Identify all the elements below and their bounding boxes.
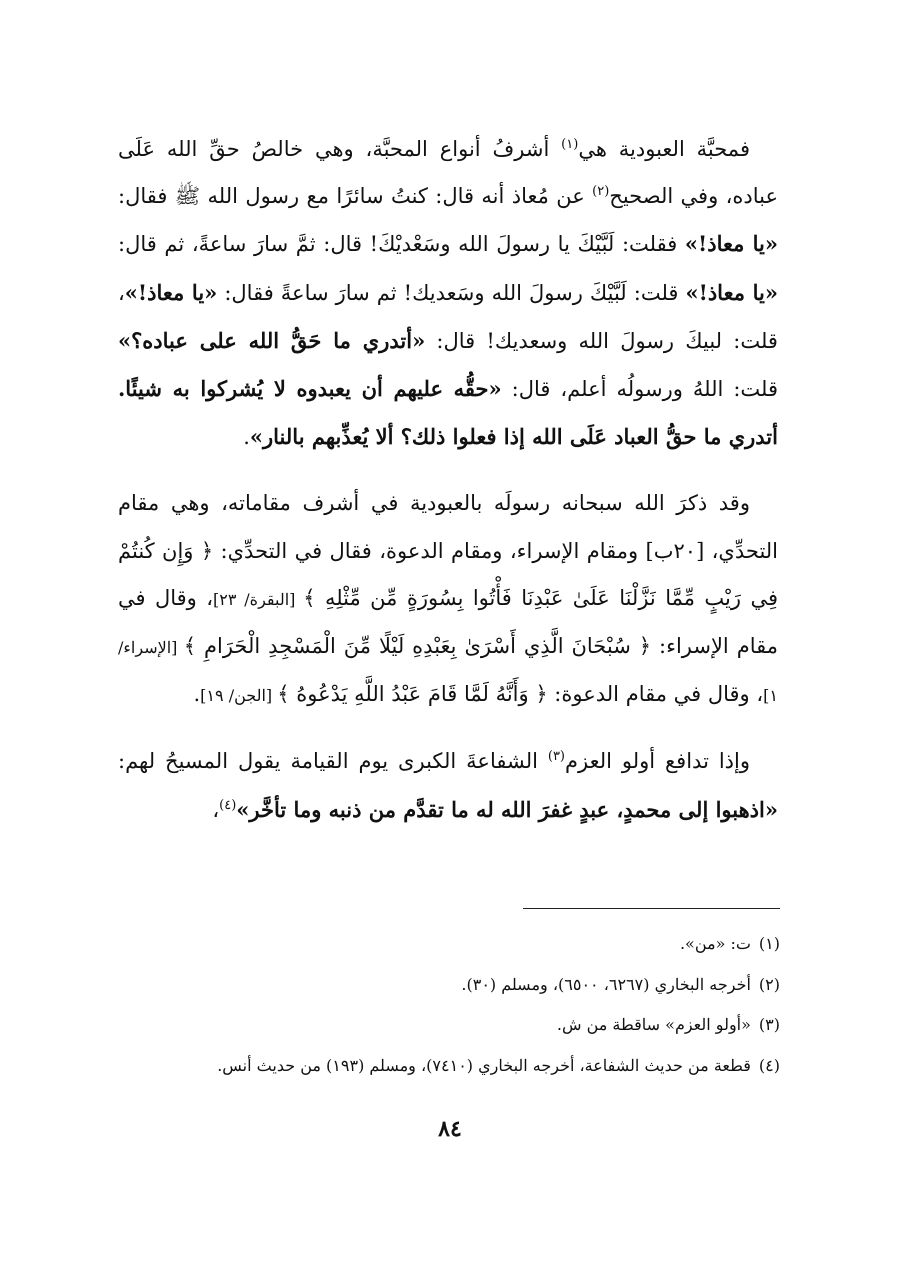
footnote-ref-2[interactable]: (٢) bbox=[592, 184, 610, 200]
hadith-quote: «يا معاذ!» bbox=[684, 231, 778, 257]
text-span: قلت: لَبَّيْكَ رسولَ الله وسَعديك! ثم سارَ ساعةً فقال: bbox=[217, 280, 686, 305]
paragraph-1-text bbox=[118, 126, 778, 461]
footnote-number: (١) bbox=[758, 934, 780, 953]
text-span: فقلت: لَبَّيْكَ يا رسولَ الله وسَعْديْكَ! قال: ثمَّ سارَ ساعةً، ثم قال: bbox=[118, 232, 685, 257]
footnote-4 bbox=[100, 1046, 780, 1087]
verse-citation: [الإسراء/ ١] bbox=[118, 638, 778, 706]
paragraph-1 bbox=[118, 126, 778, 461]
text-span: ، وقال في مقام الدعوة: bbox=[547, 682, 764, 707]
quran-verse: ﴿ وَأَنَّهُ لَمَّا قَامَ عَبْدُ اللَّهِ يَدْعُوهُ ﴾ bbox=[277, 682, 548, 707]
text-span: أشرفُ أنواع المحبَّة، وهي خالصُ حقِّ الله عَلَى عباده، وفي الصحيح bbox=[118, 137, 778, 209]
text-span: فمحبَّة العبودية هي bbox=[578, 137, 750, 161]
footnote-text: «أولو العزم» ساقطة من ش. bbox=[556, 1015, 751, 1034]
footnote-3 bbox=[100, 1005, 780, 1046]
main-text bbox=[118, 126, 778, 853]
text-span: ، قلت: لبيكَ رسولَ الله وسعديك! قال: bbox=[118, 280, 778, 353]
text-span: عن مُعاذ أنه قال: كنتُ سائرًا مع رسول الله ﷺ فقال: bbox=[118, 184, 593, 209]
hadith-quote: «حقُّه عليهم أن يعبدوه لا يُشركوا به شيئًا. أتدري ما حقُّ العباد عَلَى الله إذا فعلوا ذلك؟ ألا يُعذِّبهم بالنار» bbox=[118, 376, 778, 450]
footnote-ref-1[interactable]: (١) bbox=[561, 137, 579, 152]
footnote-2 bbox=[100, 965, 780, 1006]
quran-verse: ﴿ سُبْحَانَ الَّذِي أَسْرَىٰ بِعَبْدِهِ لَيْلًا مِّنَ الْمَسْجِدِ الْحَرَامِ ﴾ bbox=[183, 634, 652, 659]
verse-citation: [البقرة/ ٢٣] bbox=[213, 589, 304, 609]
paragraph-3-text bbox=[118, 738, 778, 833]
text-span: قلت: اللهُ ورسولُه أعلم، قال: bbox=[501, 377, 779, 402]
footnote-number: (٤) bbox=[758, 1055, 780, 1075]
text-span: ، bbox=[212, 797, 220, 822]
text-span: ، وقال في مقام الإسراء: bbox=[118, 585, 778, 659]
paragraph-2-text bbox=[118, 480, 778, 719]
hadith-quote: «أتدري ما حَقُّ الله على عباده؟» bbox=[118, 327, 426, 353]
footnote-number: (٣) bbox=[758, 1015, 780, 1034]
footnote-divider bbox=[523, 908, 780, 909]
hadith-quote: «اذهبوا إلى محمدٍ، عبدٍ غفرَ الله له ما تقدَّم من ذنبه وما تأخَّر» bbox=[236, 796, 778, 822]
footnote-1 bbox=[100, 924, 780, 965]
footnote-text: أخرجه البخاري (٦٢٦٧، ٦٥٠٠)، ومسلم (٣٠). bbox=[461, 974, 751, 994]
text-span: الشفاعةَ الكبرى يوم القيامة يقول المسيحُ لهم: bbox=[118, 749, 548, 774]
footnote-number: (٢) bbox=[758, 974, 780, 994]
quran-verse: ﴿ وَإِن كُنتُمْ فِي رَيْبٍ مِّمَّا نَزَّلْنَا عَلَىٰ عَبْدِنَا فَأْتُوا بِسُورَةٍ مِّن مِّثْلِهِ ﴾ bbox=[118, 538, 778, 610]
hadith-quote: «يا معاذ!» bbox=[124, 279, 218, 305]
verse-citation: [الجن/ ١٩] bbox=[200, 686, 278, 706]
paragraph-2 bbox=[118, 480, 778, 719]
paragraph-3 bbox=[118, 738, 778, 833]
text-span: وإذا تدافع أولو العزم bbox=[565, 749, 750, 774]
footnotes bbox=[100, 924, 780, 1086]
text-span: وقد ذكرَ الله سبحانه رسولَه بالعبودية في أشرف مقاماته، وهي مقام التحدِّي، [٢٠ب] ومقام الإسراء، ومقام الدعوة، فقال في التحدِّي: bbox=[118, 491, 779, 563]
text-span: . bbox=[193, 682, 201, 707]
page-number: ٨٤ bbox=[438, 1116, 462, 1142]
footnote-text: قطعة من حديث الشفاعة، أخرجه البخاري (٧٤١٠)، ومسلم (١٩٣) من حديث أنس. bbox=[217, 1055, 751, 1075]
hadith-quote: «يا معاذ!» bbox=[685, 279, 779, 305]
text-span: . bbox=[243, 425, 250, 450]
footnote-ref-4[interactable]: (٤) bbox=[219, 797, 237, 813]
footnote-text: ت: «من». bbox=[679, 934, 751, 953]
footnote-ref-3[interactable]: (٣) bbox=[547, 749, 565, 765]
